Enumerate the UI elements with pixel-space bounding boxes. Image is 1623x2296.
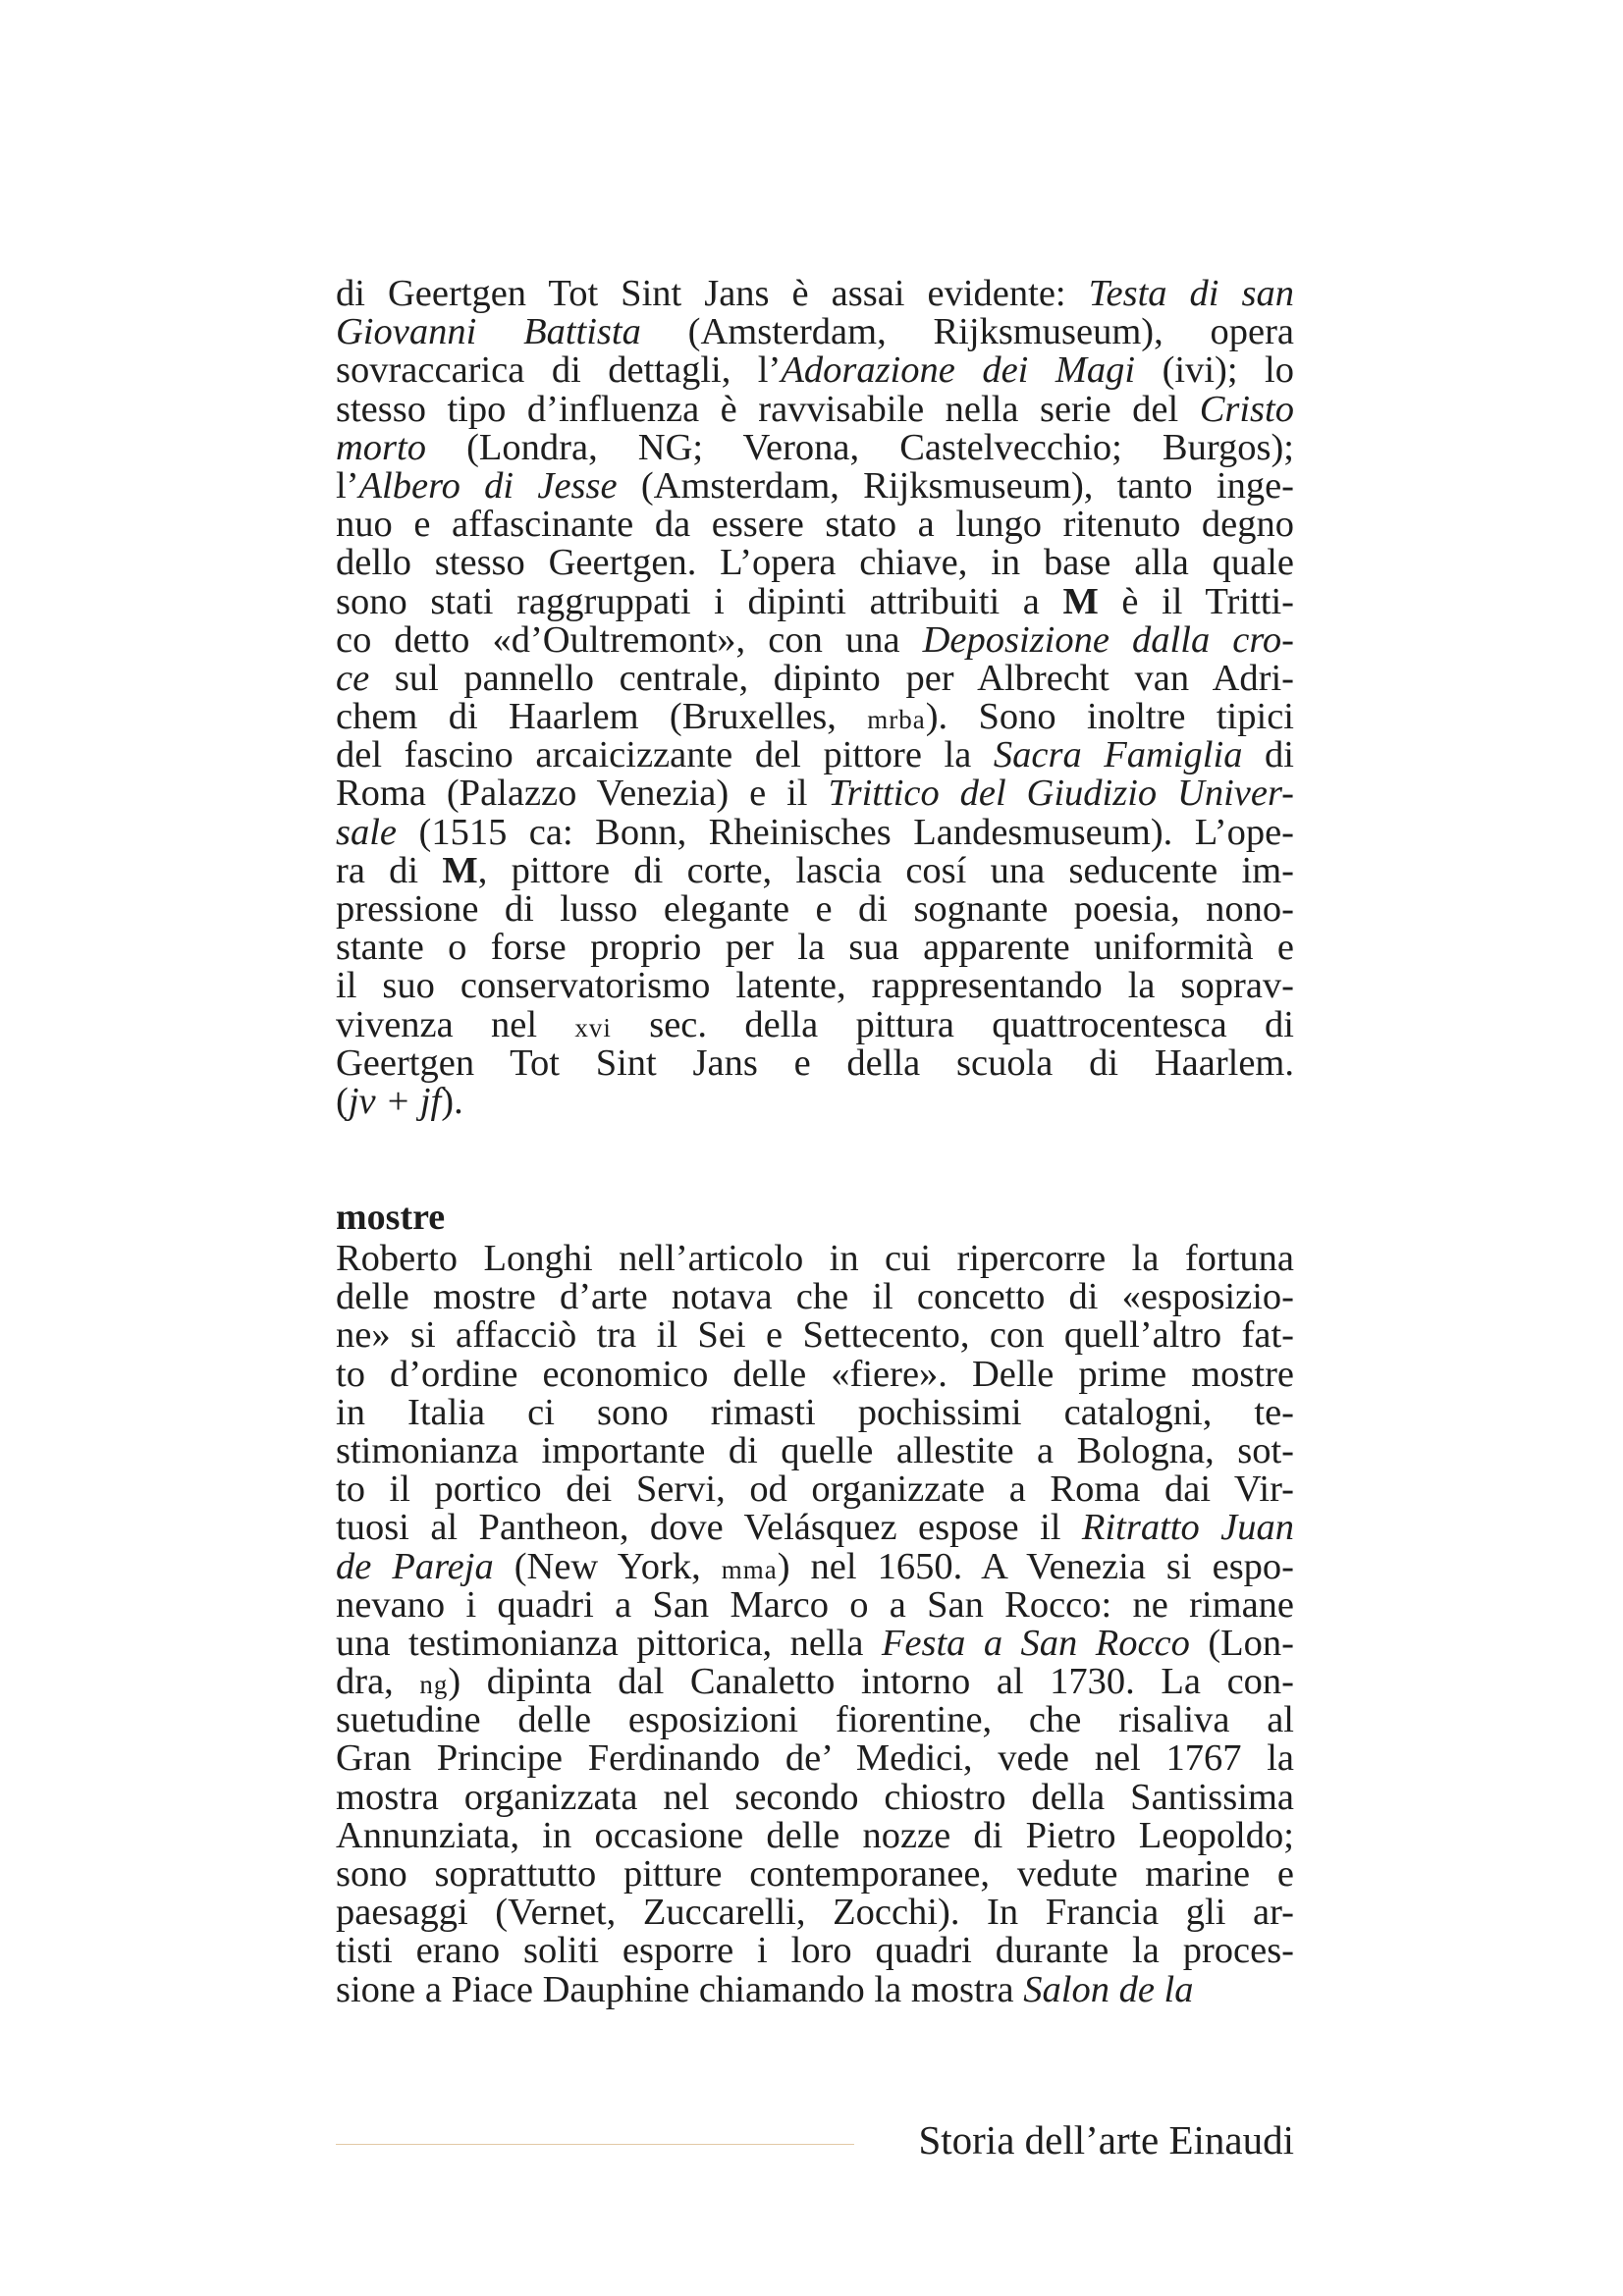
italic-title: Albero di Jesse [358,464,618,507]
abbreviation: ng [419,1670,449,1700]
abbreviation: mma [721,1554,778,1584]
text-line: stimonianza importante di quelle allestite a Bologna, sot- [336,1429,1294,1471]
text-line: de Pareja (New York, mma) nel 1650. A Venezia si espo- [336,1545,1295,1587]
italic-title: de Pareja [336,1545,494,1587]
text-line: ne» si affacciò tra il Sei e Settecento, con quell’altro fat- [336,1314,1294,1357]
text-line: il suo conservatorismo latente, rappresentando la soprav- [336,965,1294,1007]
bold-mark: M [442,849,478,891]
text-line: tuosi al Pantheon, dove Velásquez espose il Ritratto Juan [336,1507,1294,1549]
text-line: sono stati raggruppati i dipinti attribuiti a M è il Tritti- [336,580,1294,622]
text-line: dello stesso Geertgen. L’opera chiave, in base alla quale [336,542,1294,584]
text-line: sono soprattutto pitture contemporanee, vedute marine e [336,1853,1294,1895]
text-line: Geertgen Tot Sint Jans e della scuola di Haarlem. [336,1041,1294,1084]
bold-mark: M [1062,580,1099,622]
text-line: delle mostre d’arte notava che il concetto di «esposizio- [336,1276,1294,1318]
italic-title: ce [336,657,370,699]
text-line: in Italia ci sono rimasti pochissimi catalogni, te- [336,1391,1294,1433]
italic-title: sale [336,811,398,853]
text-line: stante o forse proprio per la sua apparente uniformità e [336,927,1294,969]
entry-heading: mostre [336,1197,446,1238]
text-line: Giovanni Battista (Amsterdam, Rijksmuseum), opera [336,311,1294,353]
text-line: di Geertgen Tot Sint Jans è assai evidente: Testa di san [336,273,1294,314]
text-line: Roberto Longhi nell’articolo in cui ripercorre la fortuna [336,1238,1294,1279]
text-line: to il portico dei Servi, od organizzate a Roma dai Vir- [336,1468,1294,1511]
italic-title: Cristo [1199,388,1294,430]
text-line: Roma (Palazzo Venezia) e il Trittico del Giudizio Univer- [336,773,1295,815]
italic-title: Sacra Famiglia [993,734,1243,776]
text-line: nuo e affascinante da essere stato a lungo ritenuto degno [336,504,1294,546]
italic-title: Adorazione dei Magi [781,349,1136,392]
text-line: sale (1515 ca: Bonn, Rheinisches Landesmuseum). L’ope- [336,811,1294,853]
text-line: co detto «d’Oultremont», con una Deposizione dalla cro- [336,618,1294,661]
text-line: ce sul pannello centrale, dipinto per Albrecht van Adri- [336,657,1294,699]
italic-title: Ritratto Juan [1081,1507,1294,1549]
text-line: vivenza nel xvi sec. della pittura quattrocentesca di [336,1003,1294,1045]
text-line: suetudine delle esposizioni fiorentine, che risaliva al [336,1699,1294,1741]
italic-title: morto [336,426,426,468]
italic-title: jv + jf [348,1080,442,1122]
text-line: stesso tipo d’influenza è ravvisabile nella serie del Cristo [336,388,1294,430]
text-line: morto (Londra, NG; Verona, Castelvecchio; Burgos); [336,426,1294,468]
entry-body-mostre [336,1240,1294,2009]
text-line: mostra organizzata nel secondo chiostro della Santissima [336,1776,1294,1818]
text-line: Gran Principe Ferdinando de’ Medici, vede nel 1767 la [336,1737,1294,1780]
italic-title: Testa di san [1088,273,1294,314]
text-line: ra di M, pittore di corte, lascia cosí una seducente im- [336,849,1294,891]
text-line: del fascino arcaicizzante del pittore la Sacra Famiglia di [336,734,1294,776]
italic-title: Salon de la [1023,1968,1194,2010]
text-line: nevano i quadri a San Marco o a San Rocco: ne rimane [336,1583,1294,1626]
text-line: tisti erano soliti esporre i loro quadri durante la proces- [336,1930,1294,1972]
footer-rule [336,2144,854,2145]
italic-title: Festa a San Rocco [881,1622,1190,1664]
text-line: dra, ng) dipinta dal Canaletto intorno al 1730. La con- [336,1661,1294,1703]
abbreviation: xvi [574,1012,612,1042]
text-line: to d’ordine economico delle «fiere». Delle prime mostre [336,1353,1294,1395]
italic-title: Trittico del Giudizio Univer- [828,773,1295,815]
text-line: pressione di lusso elegante e di sognante poesia, nono- [336,888,1294,930]
footer-title: Storia dell’arte Einaudi [918,2117,1294,2163]
italic-title: Giovanni Battista [336,311,641,353]
text-line: paesaggi (Vernet, Zuccarelli, Zocchi). In Francia gli ar- [336,1892,1294,1934]
abbreviation: mrba [867,705,926,735]
article-continuation [336,275,1294,1121]
text-line: (jv + jf). [336,1080,463,1122]
text-line: chem di Haarlem (Bruxelles, mrba). Sono inoltre tipici [336,696,1294,738]
text-line: una testimonianza pittorica, nella Festa a San Rocco (Lon- [336,1622,1294,1664]
text-line: sovraccarica di dettagli, l’Adorazione dei Magi (ivi); lo [336,349,1294,392]
text-line: sione a Piace Dauphine chiamando la mostra Salon de la [336,1968,1194,2010]
text-line: Annunziata, in occasione delle nozze di Pietro Leopoldo; [336,1814,1294,1856]
text-line: l’Albero di Jesse (Amsterdam, Rijksmuseum), tanto inge- [336,464,1294,507]
italic-title: Deposizione dalla cro- [922,618,1294,661]
